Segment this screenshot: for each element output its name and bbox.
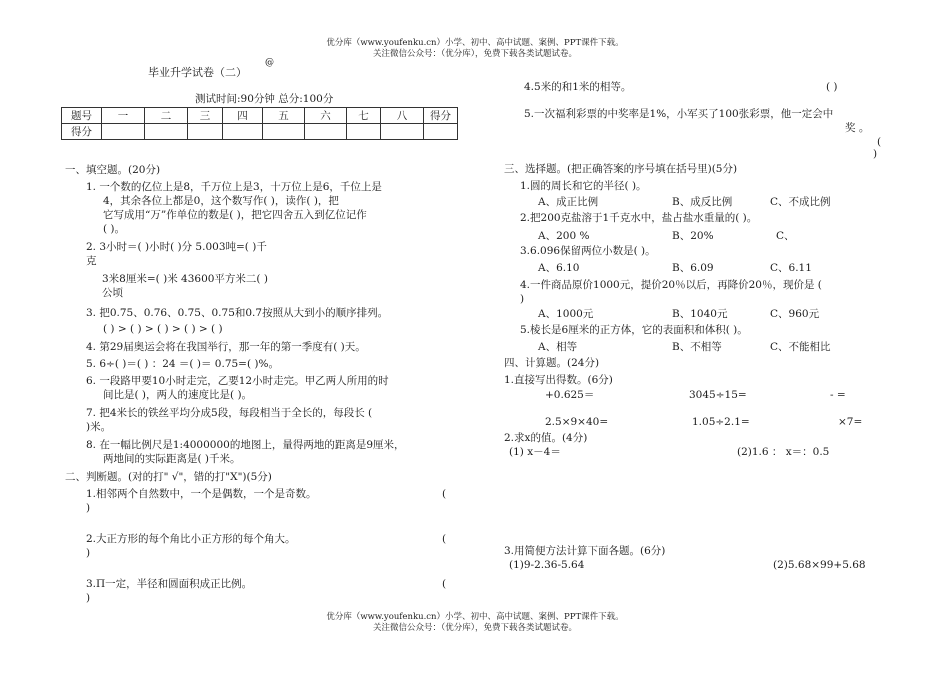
q2-line-2: 克 — [86, 255, 97, 267]
section-2-title: 二、判断题。(对的打" √"，错的打"X")(5分) — [65, 471, 272, 483]
choice-3-c: C、6.11 — [770, 262, 812, 274]
choice-4-line-2: ) — [520, 293, 525, 305]
calc-1-c: - = — [830, 389, 846, 401]
judge-5-line-2: 奖 。 — [845, 122, 870, 134]
exam-time-info: 测试时间:90分钟 总分:100分 — [195, 93, 334, 105]
q2-line-3: 3米8厘米=( )米 43600平方米二( ) — [102, 273, 268, 285]
score-cell: 八 — [381, 108, 424, 124]
calc-2-b: (2)1.6 ： x＝：0.5 — [737, 446, 830, 458]
choice-2-c: C、 — [776, 230, 795, 242]
score-table-header-row — [62, 108, 458, 124]
choice-4-a: A、1000元 — [538, 308, 594, 320]
choice-1-a: A、成正比例 — [538, 196, 599, 208]
section-1-title: 一、填空题。(20分) — [65, 164, 161, 176]
choice-3-a: A、6.10 — [538, 262, 580, 274]
score-cell: 四 — [223, 108, 263, 124]
page-header — [0, 38, 950, 60]
q2-line-1: 2. 3小时＝( )小时( )分 5.003吨=( )千 — [86, 241, 267, 253]
choice-2-b: B、20% — [672, 230, 714, 242]
choice-5: 5.棱长是6厘米的正方体，它的表面积和体积( )。 — [520, 324, 748, 336]
header-line-2: 关注微信公众号：（优分库），免费下载各类试题试卷。 — [372, 49, 577, 59]
score-cell: 题号 — [62, 108, 102, 124]
judge-1-paren-close: ) — [86, 502, 91, 514]
score-input-cell[interactable] — [305, 124, 347, 140]
page-footer — [0, 612, 950, 634]
calc-1-title: 1.直接写出得数。(6分) — [504, 374, 613, 386]
choice-2: 2.把200克盐溶于1千克水中，盐占盐水重量的( )。 — [520, 212, 758, 224]
judge-2-paren-close: ) — [86, 547, 91, 559]
exam-mark: @ — [265, 58, 274, 68]
calc-1-f: ×7= — [838, 416, 863, 428]
judge-3-paren-close: ) — [86, 592, 91, 604]
section-4-title: 四、计算题。(24分) — [504, 357, 600, 369]
calc-2-title: 2.求x的值。(4分) — [504, 432, 588, 444]
judge-1-paren: ( — [442, 488, 447, 500]
score-cell: 七 — [347, 108, 381, 124]
q3-line-1: 3. 把0.7̇5、0.76、0.7̇5̇、0.75和0.7̇按照从大到小的顺序排列。 — [86, 307, 389, 319]
choice-1-c: C、不成比例 — [770, 196, 831, 208]
q8-line-1: 8. 在一幅比例尺是1:4000000的地图上，量得两地的距离是9厘米， — [86, 439, 405, 451]
choice-2-a: A、200 % — [538, 230, 590, 242]
exam-title: 毕业升学试卷（二） — [148, 66, 247, 79]
choice-3-b: B、6.09 — [672, 262, 714, 274]
calc-1-a: +0.625＝ — [545, 389, 595, 401]
judge-3-text: 3.Π一定，半径和圆面积成正比例。 — [86, 578, 253, 590]
q1-line-2: 4，其余各位上都是0，这个数写作( )，读作( )，把 — [103, 195, 339, 207]
choice-5-b: B、不相等 — [672, 341, 722, 353]
choice-4-b: B、1040元 — [672, 308, 728, 320]
q8-line-2: 两地间的实际距离是( )千米。 — [103, 453, 241, 465]
choice-5-a: A、相等 — [538, 341, 578, 353]
judge-4-paren: ( ) — [826, 81, 838, 93]
score-input-cell[interactable] — [102, 124, 145, 140]
section-3-title: 三、选择题。(把正确答案的序号填在括号里)(5分) — [504, 163, 738, 175]
footer-line-2: 关注微信公众号：（优分库），免费下载各类试题试卷。 — [372, 623, 577, 633]
choice-1: 1.圆的周长和它的半径( )。 — [520, 180, 647, 192]
choice-1-b: B、成反比例 — [672, 196, 733, 208]
q5: 5. 6÷( )＝( ) ：24 ＝( )＝ 0.75=( )%。 — [86, 358, 279, 370]
choice-4-line-1: 4.一件商品原价1000元，提价20％以后，再降价20％，现价是 ( — [520, 279, 822, 291]
score-cell: 一 — [102, 108, 145, 124]
footer-line-1: 优分库（www.youfenku.cn）小学、初中、高中试题、案例、PPT课件下载。 — [326, 612, 624, 622]
score-input-cell[interactable] — [381, 124, 424, 140]
judge-2-text: 2.大正方形的每个角比小正方形的每个角大。 — [86, 533, 296, 545]
score-label-cell: 得分 — [62, 124, 102, 140]
q7-line-2: )米。 — [86, 421, 112, 433]
choice-4-c: C、960元 — [770, 308, 820, 320]
calc-3-a: (1)9-2.36-5.64 — [509, 559, 585, 571]
score-input-cell[interactable] — [424, 124, 458, 140]
calc-3-title: 3.用简便方法计算下面各题。(6分) — [504, 545, 666, 557]
q1-line-1: 1. 一个数的亿位上是8，千万位上是3，十万位上是6，千位上是 — [86, 181, 382, 193]
calc-3-b: (2)5.68×99+5.68 — [773, 559, 866, 571]
score-cell: 五 — [263, 108, 305, 124]
choice-5-c: C、不能相比 — [770, 341, 831, 353]
judge-5-line-1: 5.一次福利彩票的中奖率是1%，小军买了100张彩票，他一定会中 — [524, 108, 834, 120]
judge-5-paren: ( — [877, 136, 882, 148]
score-cell: 二 — [145, 108, 188, 124]
q2-line-4: 公顷 — [102, 287, 123, 299]
score-table — [61, 107, 458, 140]
score-table-score-row — [62, 124, 458, 140]
judge-4-text: 4.5米的和1米的相等。 — [524, 81, 632, 93]
score-input-cell[interactable] — [263, 124, 305, 140]
q1-line-4: ( )。 — [103, 223, 126, 235]
header-line-1: 优分库（www.youfenku.cn）小学、初中、高中试题、案例、PPT课件下载。 — [326, 38, 624, 48]
q6-line-1: 6. 一段路甲要10小时走完，乙要12小时走完。甲乙两人所用的时 — [86, 375, 389, 387]
calc-1-b: 3045÷15= — [689, 389, 747, 401]
q3-line-2: ( ) > ( ) > ( ) > ( ) > ( ) — [103, 323, 223, 335]
score-input-cell[interactable] — [223, 124, 263, 140]
judge-5-paren-close: ) — [873, 148, 878, 160]
score-cell: 六 — [305, 108, 347, 124]
calc-1-e: 1.05÷2.1= — [692, 416, 750, 428]
q1-line-3: 它写成用“万”作单位的数是( )，把它四舍五入到亿位记作 — [103, 209, 367, 221]
judge-1-text: 1.相邻两个自然数中，一个是偶数，一个是奇数。 — [86, 488, 317, 500]
score-input-cell[interactable] — [145, 124, 188, 140]
choice-3: 3.6.096保留两位小数是( )。 — [520, 245, 656, 257]
judge-2-paren: ( — [442, 533, 447, 545]
calc-2-a: (1) x－4＝ — [509, 446, 561, 458]
score-cell: 三 — [188, 108, 223, 124]
calc-1-d: 2.5×9×40= — [545, 416, 609, 428]
q4: 4. 第29届奥运会将在我国举行，那一年的第一季度有( )天。 — [86, 341, 366, 353]
q6-line-2: 间比是( )，两人的速度比是( )。 — [103, 389, 253, 401]
score-input-cell[interactable] — [188, 124, 223, 140]
judge-3-paren: ( — [442, 578, 447, 590]
score-cell: 得分 — [424, 108, 458, 124]
score-input-cell[interactable] — [347, 124, 381, 140]
q7-line-1: 7. 把4米长的铁丝平均分成5段，每段相当于全长的，每段长 ( — [86, 407, 373, 419]
